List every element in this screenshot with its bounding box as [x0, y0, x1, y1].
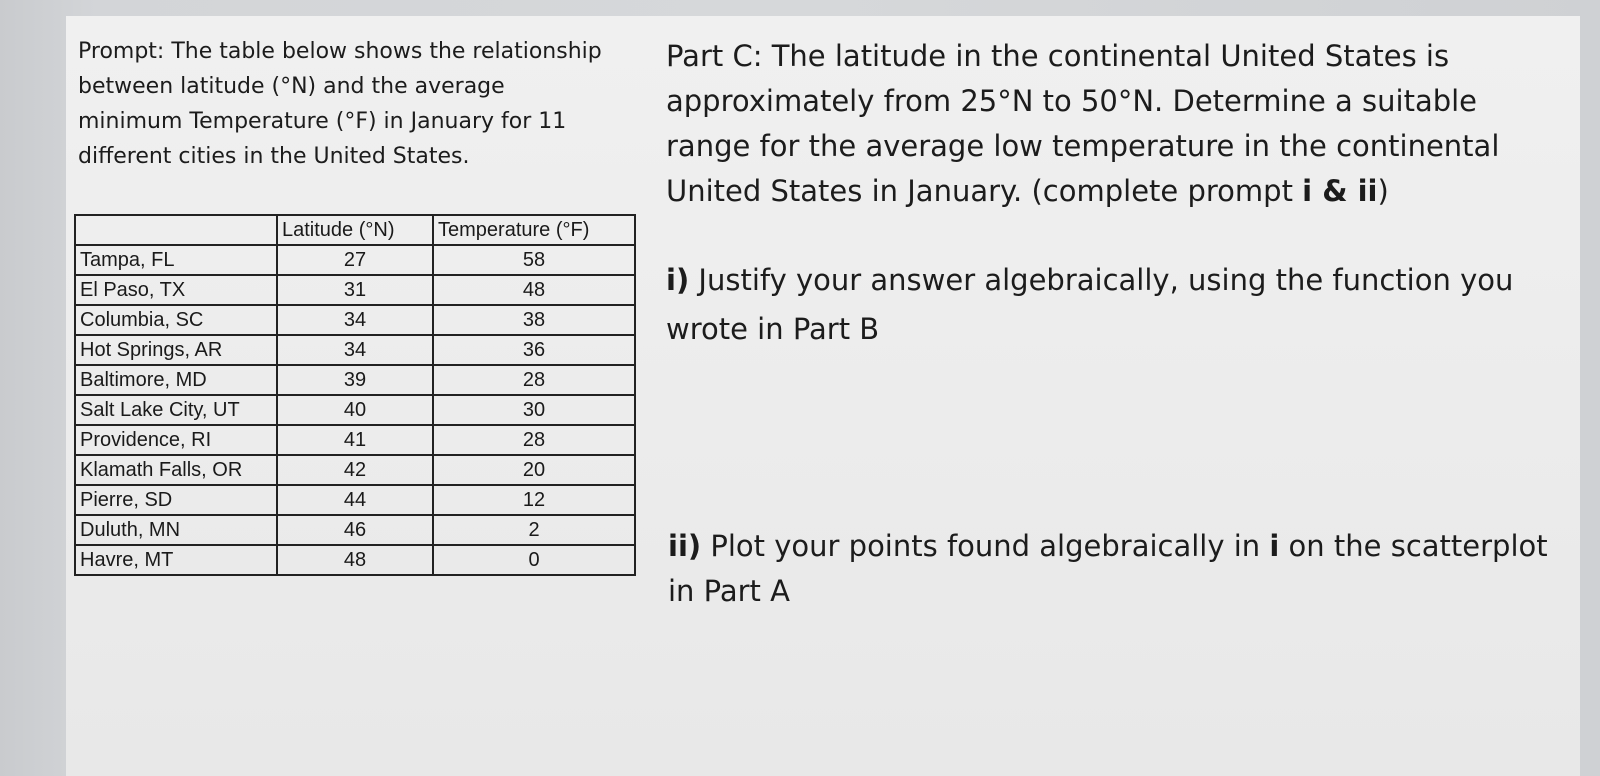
- temperature-cell: 20: [433, 455, 635, 485]
- city-cell: Tampa, FL: [75, 245, 277, 275]
- question-ii: [668, 524, 1548, 614]
- temperature-cell: 0: [433, 545, 635, 575]
- part-c-amp: &: [1312, 174, 1358, 208]
- city-cell: Pierre, SD: [75, 485, 277, 515]
- city-cell: Havre, MT: [75, 545, 277, 575]
- part-c-bold-ii: ii: [1357, 174, 1378, 208]
- part-c-end: ): [1377, 174, 1389, 208]
- city-cell: Baltimore, MD: [75, 365, 277, 395]
- table-row: [75, 455, 635, 485]
- temperature-cell: 30: [433, 395, 635, 425]
- table-row: [75, 545, 635, 575]
- latitude-cell: 48: [277, 545, 433, 575]
- table-row: [75, 275, 635, 305]
- header-city: [75, 215, 277, 245]
- question-ii-text-a: Plot your points found algebraically in: [701, 529, 1270, 563]
- latitude-cell: 31: [277, 275, 433, 305]
- latitude-cell: 34: [277, 335, 433, 365]
- latitude-cell: 42: [277, 455, 433, 485]
- city-cell: Klamath Falls, OR: [75, 455, 277, 485]
- table-row: [75, 515, 635, 545]
- city-cell: Salt Lake City, UT: [75, 395, 277, 425]
- part-c-text: [666, 34, 1546, 214]
- question-i: [666, 256, 1546, 354]
- city-cell: Columbia, SC: [75, 305, 277, 335]
- latitude-cell: 40: [277, 395, 433, 425]
- table-row: [75, 395, 635, 425]
- table-body: [75, 245, 635, 575]
- temperature-cell: 28: [433, 425, 635, 455]
- header-latitude: Latitude (°N): [277, 215, 433, 245]
- latitude-cell: 34: [277, 305, 433, 335]
- table-row: [75, 425, 635, 455]
- table-row: [75, 305, 635, 335]
- latitude-cell: 44: [277, 485, 433, 515]
- document-page: [66, 16, 1580, 776]
- city-cell: Duluth, MN: [75, 515, 277, 545]
- prompt-text: Prompt: The table below shows the relationship between latitude (°N) and the average minimum Temperature (°F) in January for 11 different cities in the United States.: [78, 39, 602, 169]
- question-ii-bold-i: i: [1269, 529, 1280, 563]
- latitude-cell: 39: [277, 365, 433, 395]
- city-cell: Providence, RI: [75, 425, 277, 455]
- header-temperature: Temperature (°F): [433, 215, 635, 245]
- city-cell: El Paso, TX: [75, 275, 277, 305]
- temperature-cell: 2: [433, 515, 635, 545]
- part-c-bold-i: i: [1302, 174, 1313, 208]
- latitude-cell: 27: [277, 245, 433, 275]
- temperature-cell: 38: [433, 305, 635, 335]
- latitude-cell: 46: [277, 515, 433, 545]
- temperature-cell: 28: [433, 365, 635, 395]
- table-header-row: [75, 215, 635, 245]
- temperature-cell: 12: [433, 485, 635, 515]
- part-c-body: Part C: The latitude in the continental United States is approximately from 25°N to 50°N. Determine a suitable range for the average low temperature in the continental United States in January. (complete prompt: [666, 39, 1500, 208]
- table-row: [75, 365, 635, 395]
- temperature-cell: 58: [433, 245, 635, 275]
- temperature-cell: 36: [433, 335, 635, 365]
- question-i-text: Justify your answer algebraically, using the function you wrote in Part B: [666, 263, 1514, 346]
- question-ii-label: ii): [668, 529, 702, 563]
- city-cell: Hot Springs, AR: [75, 335, 277, 365]
- table-row: [75, 335, 635, 365]
- latitude-temperature-table: [74, 214, 636, 576]
- table-row: [75, 245, 635, 275]
- latitude-cell: 41: [277, 425, 433, 455]
- question-i-label: i): [666, 263, 690, 297]
- temperature-cell: 48: [433, 275, 635, 305]
- table-row: [75, 485, 635, 515]
- question-ii-text-b: on the scatterplot in Part A: [668, 529, 1548, 608]
